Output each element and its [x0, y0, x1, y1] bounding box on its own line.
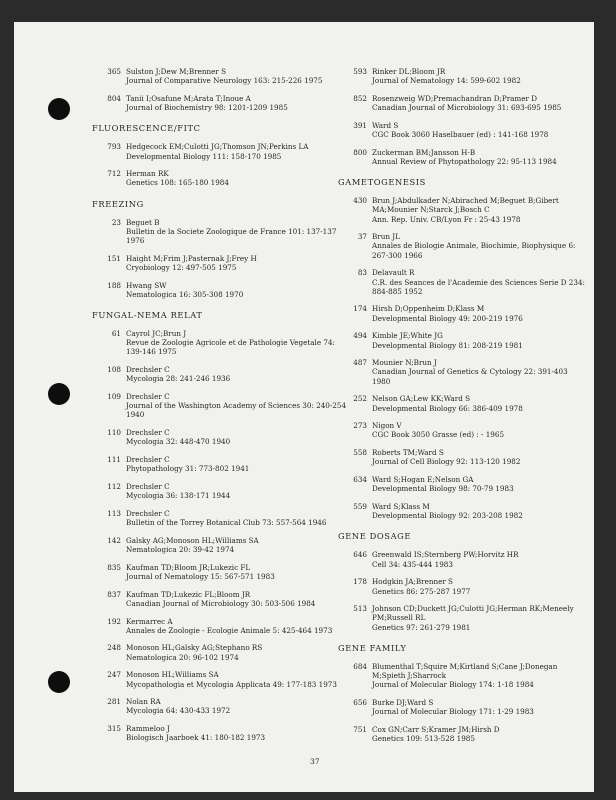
reference-entry	[337, 94, 587, 112]
reference-number: 252	[353, 394, 367, 404]
reference-authors: Beguet B	[126, 217, 160, 227]
reference-number: 188	[107, 280, 121, 290]
reference-entry	[91, 428, 346, 446]
reference-citation: Nematologica 20: 96-102 1974	[126, 652, 239, 662]
reference-number: 111	[107, 455, 121, 465]
document-page	[14, 22, 594, 792]
reference-entry	[91, 509, 346, 527]
reference-number: 142	[107, 535, 121, 545]
reference-citation: Cryobiology 12: 497-505 1975	[126, 262, 237, 272]
binder-hole	[48, 383, 70, 405]
reference-number: 559	[353, 502, 367, 511]
reference-authors: Rosenzweig WD;Premachandran D;Pramer D	[372, 93, 537, 103]
reference-entry	[91, 169, 346, 187]
reference-entry	[91, 455, 346, 473]
reference-number: 837	[107, 589, 121, 599]
reference-authors: Herman RK	[126, 169, 169, 179]
reference-entry	[337, 698, 587, 716]
binder-hole	[48, 98, 70, 120]
reference-number: 634	[353, 475, 367, 485]
reference-citation: Nematologica 20: 39-42 1974	[126, 545, 235, 554]
reference-entry	[91, 617, 346, 635]
reference-number: 247	[107, 670, 121, 680]
reference-number: 112	[107, 481, 121, 491]
reference-citation: Genetics 108: 165-180 1984	[126, 178, 229, 188]
reference-entry	[337, 196, 587, 224]
reference-authors: Kermarrec A	[126, 616, 173, 626]
reference-number: 281	[107, 697, 121, 707]
reference-authors: Kaufman TD;Lukezic FL;Bloom JR	[126, 589, 251, 599]
reference-authors: Brun J;Abdulkader N;Abirached M;Beguet B;Gibert MA;Mounier N;Starck J;Bosch C	[372, 196, 559, 215]
reference-entry	[91, 365, 346, 383]
binder-hole	[48, 671, 70, 693]
reference-entry	[337, 725, 587, 743]
reference-entry	[91, 590, 346, 608]
reference-number: 273	[353, 421, 367, 431]
reference-authors: Rinker DL;Bloom JR	[372, 67, 446, 76]
reference-entry	[337, 148, 587, 166]
reference-authors: Cayrol JC;Brun J	[126, 329, 187, 339]
reference-entry	[91, 697, 346, 715]
reference-number: 684	[353, 661, 367, 671]
reference-authors: Kaufman TD;Bloom JR;Lukezic FL	[126, 562, 251, 572]
reference-entry	[91, 142, 346, 160]
reference-authors: Drechsler C	[126, 365, 170, 375]
reference-authors: Hedgecock EM;Culotti JG;Thomson JN;Perkins LA	[126, 142, 309, 152]
section-heading: GENE FAMILY	[338, 642, 407, 653]
reference-entry	[91, 482, 346, 500]
reference-citation: Phytopathology 31: 773-802 1941	[126, 464, 250, 474]
reference-citation: Journal of the Washington Academy of Sciences 30: 240-254 1940	[126, 401, 347, 420]
reference-number: 178	[353, 577, 367, 587]
reference-entry	[91, 329, 346, 357]
reference-entry	[91, 392, 346, 420]
right-column	[337, 67, 587, 752]
reference-citation: Ann. Rep. Univ. CB/Lyon Fr : 25-43 1978	[372, 214, 521, 224]
reference-citation: Biologisch Jaarboek 41: 180-182 1973	[126, 733, 266, 743]
reference-entry	[337, 232, 587, 260]
reference-number: 646	[353, 550, 367, 560]
reference-entry	[91, 94, 346, 112]
reference-authors: Rammeloo J	[126, 724, 170, 734]
reference-citation: Journal of Molecular Biology 171: 1-29 1983	[372, 707, 534, 717]
reference-citation: Mycologia 28: 241-246 1936	[126, 374, 231, 384]
reference-citation: Journal of Molecular Biology 174: 1-18 1984	[372, 680, 534, 690]
reference-authors: Tanii I;Osafune M;Arata T;Inoue A	[126, 93, 251, 103]
reference-number: 835	[107, 562, 121, 572]
reference-entry	[91, 536, 346, 554]
section-heading: GENE DOSAGE	[338, 531, 412, 542]
reference-citation: Journal of Comparative Neurology 163: 215-226 1975	[126, 76, 323, 86]
reference-entry	[337, 448, 587, 466]
reference-authors: Mounier N;Brun J	[372, 358, 437, 368]
section-heading: FREEZING	[92, 198, 144, 209]
reference-citation: C.R. des Seances de l'Academie des Sciences Serie D 234: 884-885 1952	[372, 277, 585, 296]
reference-authors: Ward S;Klass M	[372, 502, 430, 511]
reference-citation: Developmental Biology 111: 158-170 1985	[126, 151, 282, 161]
reference-number: 151	[107, 253, 121, 263]
reference-citation: CGC Book 3060 Haselbauer (ed) : 141-168 1978	[372, 130, 549, 140]
reference-authors: Nolan RA	[126, 697, 161, 707]
reference-citation: Developmental Biology 66: 386-409 1978	[372, 403, 523, 413]
reference-citation: CGC Book 3050 Grasse (ed) : - 1965	[372, 430, 505, 440]
reference-authors: Hwang SW	[126, 280, 167, 290]
reference-entry	[91, 67, 346, 85]
reference-entry	[337, 577, 587, 595]
reference-number: 558	[353, 448, 367, 458]
reference-entry	[91, 670, 346, 688]
reference-authors: Drechsler C	[126, 455, 170, 465]
reference-number: 751	[353, 724, 367, 734]
reference-citation: Canadian Journal of Genetics & Cytology 22: 391-403 1980	[372, 367, 568, 386]
reference-number: 108	[107, 365, 121, 375]
reference-citation: Developmental Biology 92: 203-208 1982	[372, 511, 523, 521]
left-column	[91, 67, 346, 751]
reference-number: 61	[111, 329, 121, 339]
reference-authors: Ward S;Hogan E;Nelson GA	[372, 475, 474, 485]
reference-citation: Genetics 97: 261-279 1981	[372, 622, 471, 632]
reference-authors: Drechsler C	[126, 392, 170, 402]
reference-authors: Delavault R	[372, 268, 415, 278]
reference-number: 494	[353, 331, 367, 341]
reference-number: 192	[107, 616, 121, 626]
reference-citation: Canadian Journal of Microbiology 30: 503-506 1984	[126, 598, 316, 608]
reference-entry	[91, 643, 346, 661]
reference-number: 593	[353, 67, 367, 76]
reference-authors: Drechsler C	[126, 508, 170, 518]
reference-citation: Annual Review of Phytopathology 22: 95-113 1984	[372, 156, 557, 166]
reference-number: 365	[107, 67, 121, 76]
reference-number: 110	[107, 428, 121, 438]
reference-number: 109	[107, 392, 121, 402]
reference-authors: Cox GN;Carr S;Kramer JM;Hirsh D	[372, 724, 500, 734]
reference-entry	[337, 67, 587, 85]
reference-entry	[337, 268, 587, 296]
reference-number: 174	[353, 304, 367, 314]
reference-authors: Monoson HL;Galsky AG;Stephano RS	[126, 643, 263, 653]
reference-citation: Developmental Biology 49: 200-219 1976	[372, 313, 523, 323]
reference-authors: Burke DJ;Ward S	[372, 697, 434, 707]
reference-number: 712	[107, 169, 121, 179]
reference-citation: Revue de Zoologie Agricole et de Pathologie Vegetale 74: 139-146 1975	[126, 338, 335, 357]
reference-entry	[337, 421, 587, 439]
reference-citation: Journal of Nematology 14: 599-602 1982	[372, 76, 521, 86]
page-number: 37	[310, 757, 320, 766]
reference-citation: Developmental Biology 98: 70-79 1983	[372, 484, 514, 494]
reference-citation: Nematologica 16: 305-308 1970	[126, 289, 244, 299]
reference-number: 113	[107, 508, 121, 518]
reference-entry	[337, 502, 587, 520]
reference-citation: Developmental Biology 81: 208-219 1981	[372, 340, 523, 350]
reference-authors: Zuckerman BM;Jansson H-B	[372, 147, 476, 157]
reference-citation: Journal of Cell Biology 92: 113-120 1982	[372, 457, 521, 467]
reference-entry	[337, 394, 587, 412]
section-heading: FUNGAL-NEMA RELAT	[92, 310, 203, 321]
reference-citation: Annales de Zoologie - Ecologie Animale 5: 425-464 1973	[126, 625, 333, 635]
reference-authors: Nelson GA;Lew KK;Ward S	[372, 394, 471, 404]
reference-citation: Genetics 109: 513-528 1985	[372, 734, 475, 744]
reference-entry	[337, 550, 587, 568]
reference-number: 430	[353, 196, 367, 206]
reference-entry	[337, 604, 587, 632]
reference-citation: Canadian Journal of Microbiology 31: 693-695 1985	[372, 103, 562, 113]
reference-number: 37	[357, 232, 367, 242]
reference-authors: Galsky AG;Monoson HL;Williams SA	[126, 535, 259, 545]
reference-number: 852	[353, 93, 367, 103]
reference-number: 513	[353, 604, 367, 614]
reference-authors: Hodgkin JA;Brenner S	[372, 577, 453, 587]
reference-authors: Nigon V	[372, 421, 402, 431]
reference-citation: Mycologia 36: 138-171 1944	[126, 491, 231, 501]
reference-number: 83	[357, 268, 367, 278]
reference-authors: Johnson CD;Duckett JG;Culotti JG;Herman RK;Meneely PM;Russell RL	[372, 604, 574, 623]
reference-entry	[91, 254, 346, 272]
reference-authors: Hirsh D;Oppenheim D;Klass M	[372, 304, 485, 314]
reference-citation: Genetics 86: 275-287 1977	[372, 586, 471, 596]
reference-authors: Kimble JE;White JG	[372, 331, 443, 341]
section-heading: FLUORESCENCE/FITC	[92, 123, 201, 134]
reference-citation: Journal of Biochemistry 98: 1201-1209 1985	[126, 103, 288, 113]
reference-entry	[91, 563, 346, 581]
reference-number: 656	[353, 697, 367, 707]
section-heading: GAMETOGENESIS	[338, 177, 426, 188]
reference-entry	[337, 331, 587, 349]
reference-entry	[337, 358, 587, 386]
reference-number: 248	[107, 643, 121, 653]
reference-authors: Drechsler C	[126, 428, 170, 438]
reference-number: 793	[107, 142, 121, 152]
reference-citation: Annales de Biologie Animale, Biochimie, Biophysique 6: 267-300 1966	[372, 241, 576, 260]
reference-number: 391	[353, 120, 367, 130]
reference-citation: Mycologia 32: 448-470 1940	[126, 437, 231, 447]
reference-number: 23	[111, 217, 121, 227]
reference-citation: Mycologia 64: 430-433 1972	[126, 706, 231, 716]
reference-entry	[337, 662, 587, 690]
reference-authors: Monoson HL;Williams SA	[126, 670, 219, 680]
reference-entry	[337, 304, 587, 322]
reference-number: 800	[353, 147, 367, 157]
reference-authors: Sulston J;Dew M;Brenner S	[126, 67, 227, 76]
reference-authors: Roberts TM;Ward S	[372, 448, 444, 458]
reference-citation: Bulletin of the Torrey Botanical Club 73: 557-564 1946	[126, 518, 327, 528]
reference-citation: Cell 34: 435-444 1983	[372, 559, 453, 569]
reference-citation: Bulletin de la Societe Zoologique de France 101: 137-137 1976	[126, 226, 337, 246]
reference-number: 804	[107, 93, 121, 103]
reference-number: 487	[353, 358, 367, 368]
reference-authors: Blumenthal T;Squire M;Kirtland S;Cane J;Donegan M;Spieth J;Sharrock	[372, 661, 558, 681]
reference-authors: Haight M;Frim J;Pasternak J;Frey H	[126, 253, 257, 263]
reference-citation: Mycopathologia et Mycologia Applicata 49: 177-183 1973	[126, 679, 337, 689]
reference-entry	[91, 281, 346, 299]
reference-authors: Greenwald IS;Sternberg PW;Horvitz HR	[372, 550, 519, 560]
reference-authors: Ward S	[372, 120, 399, 130]
reference-entry	[91, 724, 346, 742]
reference-citation: Journal of Nematology 15: 567-571 1983	[126, 571, 275, 581]
reference-authors: Brun JL	[372, 232, 400, 242]
reference-entry	[337, 475, 587, 493]
reference-authors: Drechsler C	[126, 481, 170, 491]
reference-number: 315	[107, 724, 121, 734]
reference-entry	[91, 218, 346, 246]
reference-entry	[337, 121, 587, 139]
